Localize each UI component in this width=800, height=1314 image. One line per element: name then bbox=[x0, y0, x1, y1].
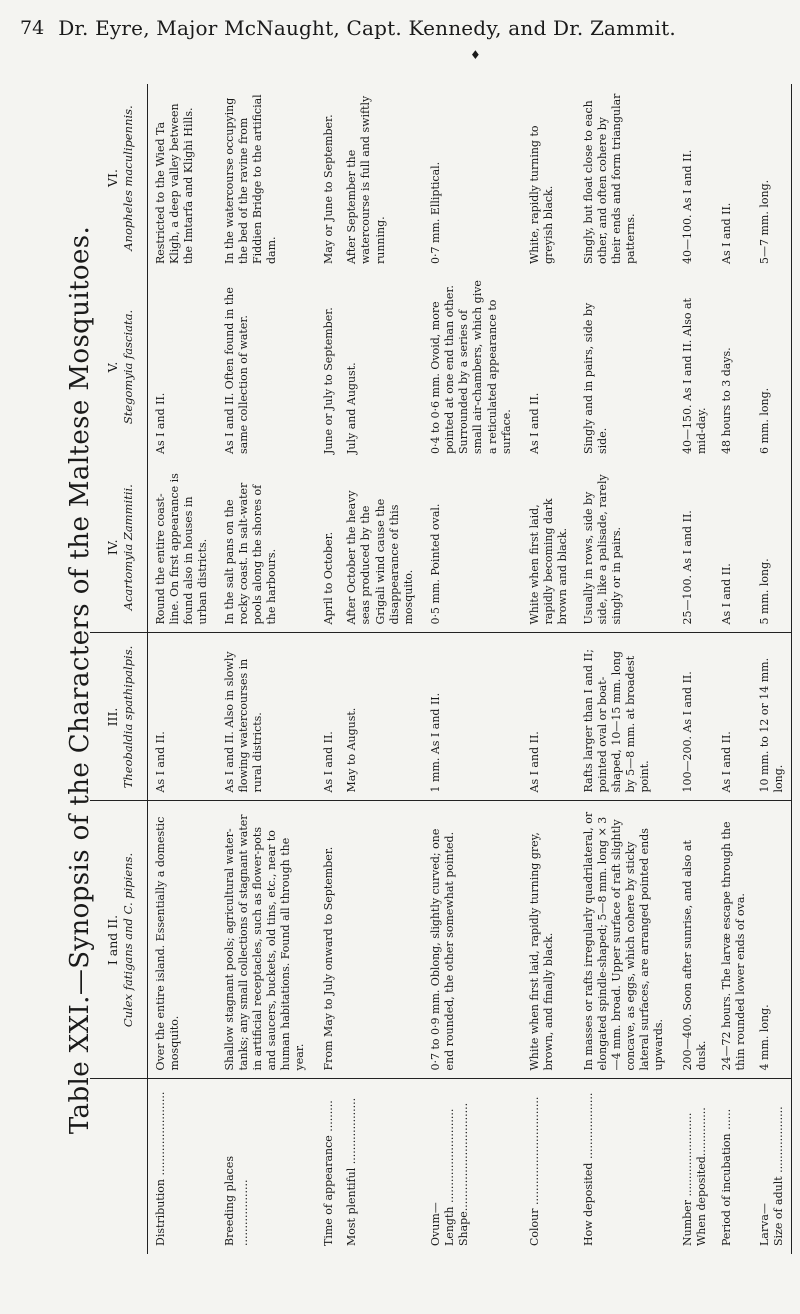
table-cell: White when first laid, rapidly becoming dark brown and black. bbox=[528, 498, 570, 625]
table-cell: 5—7 mm. long. bbox=[752, 84, 791, 272]
table-frame bbox=[90, 84, 792, 1254]
table-cell: June or July to September. bbox=[321, 307, 335, 454]
row-label: Breeding places ................... bbox=[222, 1156, 250, 1246]
table-row bbox=[675, 84, 714, 1254]
column-number: III. bbox=[104, 707, 120, 727]
table-cell: 0·7 to 0·9 mm. Oblong, slightly curved; one end rounded, the other somewhat pointed. bbox=[423, 801, 522, 1079]
column-number: V. bbox=[104, 361, 120, 373]
row-label: Shape............................... bbox=[457, 1102, 471, 1246]
table-cell: April to October. bbox=[321, 531, 335, 625]
row-label-cell bbox=[576, 1079, 675, 1254]
column-species: Anopheles maculipennis. bbox=[120, 105, 135, 251]
row-label-cell bbox=[675, 1079, 714, 1254]
table-cell: Round the entire coast-line. On first appearance is found also in houses in urban districts. bbox=[154, 473, 210, 625]
table-cell: As I and II. bbox=[154, 392, 167, 454]
running-head bbox=[20, 6, 780, 50]
column-number: VI. bbox=[104, 169, 120, 187]
table-cell: After September the watercourse is full and swiftly running. bbox=[345, 95, 387, 264]
table-row bbox=[316, 84, 340, 1254]
table-cell: Singly, but float close to each other, and often cohere by their ends and form triangular patterns. bbox=[581, 93, 638, 264]
table-cell: 0·4 to 0·6 mm. Ovoid, more pointed at one end than other. Surrounded by a series of small air-chambers, which give a reticulated appearance to surface. bbox=[429, 280, 513, 454]
row-label: Larva— bbox=[758, 1203, 772, 1246]
table-cell: May or June to September. bbox=[321, 114, 335, 264]
table-cell: Shallow stagnant pools; agricultural water-tanks; any small collections of stagnant water in artificial receptacles, such as flower-pots and saucers, buckets, old tins, etc., near to human habitations. Found all through the year. bbox=[217, 801, 316, 1079]
page-number: 74 bbox=[20, 17, 45, 39]
row-label-cell bbox=[714, 1079, 753, 1254]
table-cell: 200—400. Soon after sunrise, and also at dusk. bbox=[675, 801, 714, 1079]
table-cell: White when first laid, rapidly turning grey, brown, and finally black. bbox=[522, 801, 576, 1079]
table-cell: 25—100. As I and II. bbox=[680, 510, 694, 625]
column-number: IV. bbox=[104, 539, 120, 556]
table-cell: In the salt pans on the rocky coast. In salt-water pools along the shores of the harbours. bbox=[222, 482, 279, 625]
header-ornament: ♦ bbox=[470, 48, 481, 62]
table-cell: As I and II. Also in slowly flowing watercourses in rural districts. bbox=[217, 633, 316, 801]
row-label: Length ........................... bbox=[443, 1108, 457, 1246]
table-cell: As I and II. bbox=[528, 392, 542, 454]
table-cell: As I and II. Often found in the same collection of water. bbox=[222, 287, 250, 454]
table-cell: As I and II. bbox=[316, 633, 340, 801]
row-label-cell bbox=[339, 1079, 423, 1254]
column-header bbox=[90, 801, 148, 1079]
table-cell: Usually in rows, side by side, like a palisade, rarely singly or in pairs. bbox=[581, 474, 624, 625]
header-label-column bbox=[90, 1079, 148, 1254]
table-cell: July and August. bbox=[345, 362, 359, 454]
table-cell: 1 mm. As I and II. bbox=[423, 633, 522, 801]
table-cell: 0·7 mm. Elliptical. bbox=[429, 161, 443, 264]
table-cell: 40—150. As I and II. Also at mid-day. bbox=[680, 298, 708, 454]
row-label: Time of appearance ......... bbox=[321, 1100, 335, 1246]
column-header bbox=[90, 272, 148, 462]
column-species: Theobaldia spathipalpis. bbox=[120, 645, 135, 789]
row-label-cell bbox=[217, 1079, 316, 1254]
table-row bbox=[752, 84, 791, 1254]
table-row bbox=[148, 84, 217, 1254]
column-number: I and II. bbox=[104, 914, 120, 966]
table-cell: May to August. bbox=[339, 633, 423, 801]
table-cell: From May to July onward to September. bbox=[316, 801, 340, 1079]
table-cell: As I and II. bbox=[148, 633, 217, 801]
row-label: Ovum— bbox=[429, 1202, 443, 1246]
table-cell: 4 mm. long. bbox=[752, 801, 791, 1079]
row-label: How deposited ................... bbox=[581, 1092, 595, 1246]
row-label: Period of incubation ...... bbox=[719, 1108, 733, 1246]
table-cell: Rafts larger than I and II; pointed oval or boat-shaped, 10—15 mm. long by 5—8 mm. at broadest point. bbox=[576, 633, 675, 801]
table-cell: In the watercourse occupying the bed of the ravine from Fiddien Bridge to the artificial dam. bbox=[222, 94, 279, 264]
table-row bbox=[522, 84, 576, 1254]
table-cell: 40—100. As I and II. bbox=[680, 149, 694, 264]
column-species: Stegomyia fasciata. bbox=[120, 309, 135, 425]
table-cell: Over the entire island. Essentially a domestic mosquito. bbox=[148, 801, 217, 1079]
column-header bbox=[90, 84, 148, 272]
table-cell bbox=[339, 801, 423, 1079]
table-cell: White, rapidly turning to greyish black. bbox=[528, 125, 556, 264]
row-label: When deposited.............. bbox=[694, 1107, 708, 1246]
table-cell: 10 mm. to 12 or 14 mm. long. bbox=[752, 633, 791, 801]
table-row bbox=[423, 84, 522, 1254]
row-label: Distribution ........................ bbox=[154, 1091, 167, 1246]
table-cell: As I and II. bbox=[719, 563, 733, 625]
running-head-authors: Dr. Eyre, Major McNaught, Capt. Kennedy, and Dr. Zammit. bbox=[58, 16, 676, 40]
table-cell: As I and II. bbox=[522, 633, 576, 801]
table-cell: Singly and in pairs, side by side. bbox=[581, 302, 609, 454]
column-species: Culex fatigans and C. pipiens. bbox=[120, 852, 135, 1028]
table-cell: 0·5 mm. Pointed oval. bbox=[429, 503, 443, 625]
row-label-cell bbox=[522, 1079, 576, 1254]
table-cell: 6 mm. long. bbox=[752, 272, 791, 462]
row-label-cell bbox=[316, 1079, 340, 1254]
table-cell: 24—72 hours. The larvæ escape through the thin rounded lower ends of ova. bbox=[714, 801, 753, 1079]
synopsis-table bbox=[90, 84, 792, 1254]
row-label-cell bbox=[423, 1079, 522, 1254]
table-row bbox=[576, 84, 675, 1254]
table-row bbox=[217, 84, 316, 1254]
table-row bbox=[714, 84, 753, 1254]
column-species: Acartomyia Zammitii. bbox=[120, 484, 135, 611]
row-label: Number ........................ bbox=[680, 1112, 694, 1246]
table-row bbox=[339, 84, 423, 1254]
row-label: Most plentiful ................... bbox=[345, 1097, 359, 1246]
table-cell: 5 mm. long. bbox=[752, 462, 791, 633]
row-label: Colour ............................... bbox=[528, 1096, 542, 1246]
table-cell: As I and II. bbox=[714, 633, 753, 801]
table-cell: In masses or rafts irregularly quadrilateral, or elongated spindle-shaped; 5—8 mm. long × 3—4 mm. broad. Upper surface of raft slightly concave, as eggs, which cohere by sticky lateral surfaces, are arranged pointed ends upwards. bbox=[576, 801, 675, 1079]
table-cell: As I and II. bbox=[719, 202, 733, 264]
table-cell: 100—200. As I and II. bbox=[675, 633, 714, 801]
table-cell: After October the heavy seas produced by the Grigali wind cause the disappearance of this mosquito. bbox=[345, 490, 415, 625]
table-body bbox=[148, 84, 792, 1254]
column-header bbox=[90, 462, 148, 633]
row-label-cell bbox=[148, 1079, 217, 1254]
row-label-cell bbox=[752, 1079, 791, 1254]
table-title: Table XXI.—Synopsis of the Characters of the Maltese Mosquitoes. bbox=[65, 225, 95, 1135]
table-cell: Restricted to the Wied Ta Kligh, a deep valley between the Imtarfa and Klighi Hills. bbox=[154, 103, 196, 264]
column-header bbox=[90, 633, 148, 801]
row-label: Size of adult ................... bbox=[772, 1106, 786, 1246]
table-cell: 48 hours to 3 days. bbox=[719, 347, 733, 454]
